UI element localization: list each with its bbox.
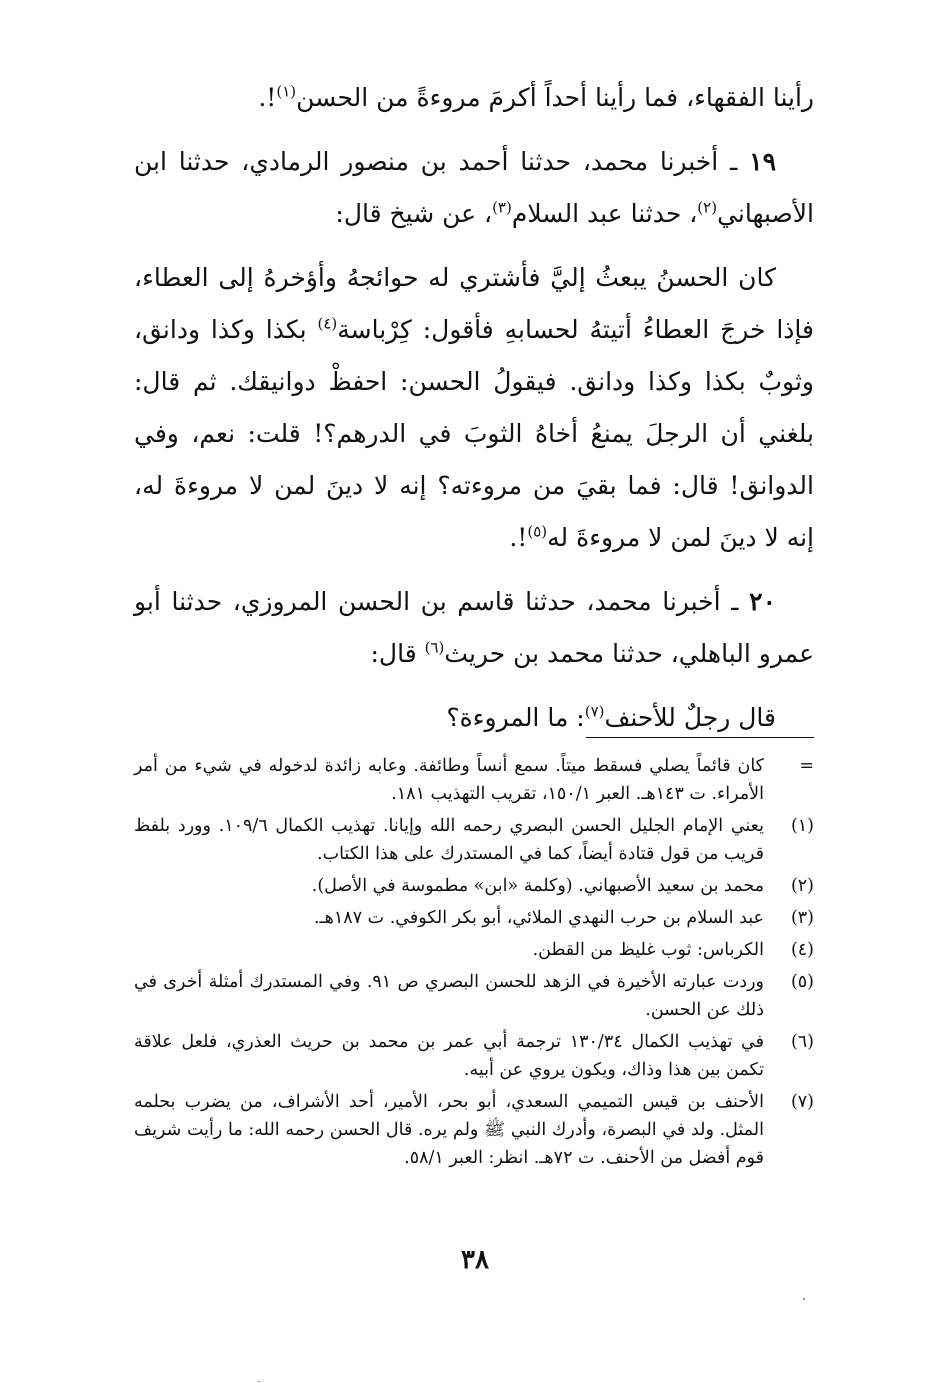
paragraph-text: قال:	[370, 639, 425, 668]
footnote-text: كان قائماً يصلي فسقط ميتاً. سمع أنساً وطائفة. وعابه زائدة لدخوله في شيء من أمر الأمراء. ت ١٤٣هـ. العبر ١٥٠/١، تقريب التهذيب ١٨١.	[134, 756, 764, 804]
hadith-number: ١٩	[749, 147, 776, 176]
paragraph-1	[134, 72, 814, 124]
footnote-continuation	[134, 752, 814, 808]
paragraph-3	[134, 252, 814, 564]
footnote-mark: (١)	[790, 816, 814, 836]
footnote-ref: (٣)	[492, 198, 512, 217]
paragraph-text: !.	[258, 83, 277, 112]
main-text	[134, 72, 814, 756]
footnote-text: محمد بن سعيد الأصبهاني. (وكلمة «ابن» مطموسة في الأصل).	[311, 876, 764, 896]
footnote-3	[134, 904, 814, 932]
footnote-mark: =	[799, 756, 814, 776]
footnote-ref: (٦)	[424, 638, 445, 657]
footnote-ref: (٢)	[697, 198, 718, 217]
footnote-6	[134, 1028, 814, 1084]
footnote-mark: (٤)	[790, 940, 814, 960]
paragraph-text: رأينا الفقهاء، فما رأينا أحداً أكرمَ مروءةً من الحسن	[296, 83, 814, 112]
footnotes	[134, 752, 814, 1176]
footnote-text: الأحنف بن قيس التميمي السعدي، أبو بحر، الأمير، أحد الأشراف، من يضرب بحلمه المثل. ولد في البصرة، وأدرك النبي ﷺ ولم يره. قال الحسن رحمه الله: ما رأيت شريف قوم أفضل من الأحنف. ت ٧٢هـ. انظر: العبر ٥٨/١.	[134, 1092, 764, 1168]
paragraph-text: كان الحسنُ يبعثُ إليَّ فأشتري له حوائجهُ وأؤخرهُ إلى العطاء، فإذا خرجَ العطاءُ أتيتهُ لحسابهِ فأقول: كِرْباسة	[134, 263, 814, 344]
footnote-5	[134, 968, 814, 1024]
paragraph-text: ـ أخبرنا محمد، حدثنا أحمد بن منصور الرمادي، حدثنا ابن الأصبهاني	[134, 147, 814, 228]
footnote-2	[134, 872, 814, 900]
footnote-mark: (٧)	[790, 1092, 814, 1112]
footnote-text: يعني الإمام الجليل الحسن البصري رحمه الله وإيانا. تهذيب الكمال ١٠٩/٦. وورد بلفظ قريب من قول قتادة أيضاً، كما في المستدرك على هذا الكتاب.	[134, 816, 764, 864]
paragraph-2	[134, 136, 814, 240]
footnote-4	[134, 936, 814, 964]
footnote-7	[134, 1088, 814, 1172]
footnote-mark: (٢)	[790, 876, 814, 896]
footnote-mark: (٦)	[790, 1032, 814, 1052]
footnote-text: عبد السلام بن حرب النهدي الملائي، أبو بكر الكوفي. ت ١٨٧هـ.	[313, 908, 764, 928]
footnote-1	[134, 812, 814, 868]
footnote-ref: (٧)	[584, 702, 605, 721]
paragraph-text: ، عن شيخ قال:	[335, 199, 493, 228]
paragraph-text: : ما المروءة؟	[446, 703, 585, 732]
scan-speck	[803, 1298, 805, 1300]
paragraph-text: بكذا وكذا ودانق، وثوبٌ بكذا وكذا ودانق. فيقولُ الحسن: احفظْ دوانيقك. ثم قال: بلغني أن الرجلَ يمنعُ أخاهُ الثوبَ في الدرهم؟! قلت: نعم، وفي الدوانق! قال: فما بقيَ من مروءته؟ إنه لا دينَ لمن لا مروءةَ له، إنه لا دينَ لمن لا مروءةَ له	[134, 315, 814, 552]
footnote-mark: (٥)	[790, 972, 814, 992]
footnote-text: في تهذيب الكمال ١٣٠/٣٤ ترجمة أبي عمر بن محمد بن حريث العذري، فلعل علاقة تكمن بين هذا وذاك، ويكون يروي عن أبيه.	[134, 1032, 764, 1080]
paragraph-text: ـ أخبرنا محمد، حدثنا قاسم بن الحسن المروزي، حدثنا أبو عمرو الباهلي، حدثنا محمد بن حريث	[134, 587, 814, 668]
footnote-ref: (٤)	[317, 314, 338, 333]
footnote-mark: (٣)	[790, 908, 814, 928]
footnote-ref: (٥)	[527, 522, 548, 541]
footnote-text: الكرباس: ثوب غليظ من القطن.	[532, 940, 764, 960]
scan-speck	[258, 1381, 260, 1382]
hadith-number: ٢٠	[749, 587, 776, 616]
footnote-text: وردت عبارته الأخيرة في الزهد للحسن البصري ص ٩١. وفي المستدرك أمثلة أخرى في ذلك عن الحسن.	[134, 972, 764, 1020]
paragraph-text: قال رجلٌ للأحنف	[604, 703, 776, 732]
footnote-ref: (١)	[276, 82, 297, 101]
paragraph-4	[134, 576, 814, 680]
footnote-separator	[586, 737, 814, 738]
paragraph-text: ، حدثنا عبد السلام	[511, 199, 698, 228]
paragraph-text: !.	[509, 523, 528, 552]
page-number: ٣٨	[461, 1245, 489, 1275]
